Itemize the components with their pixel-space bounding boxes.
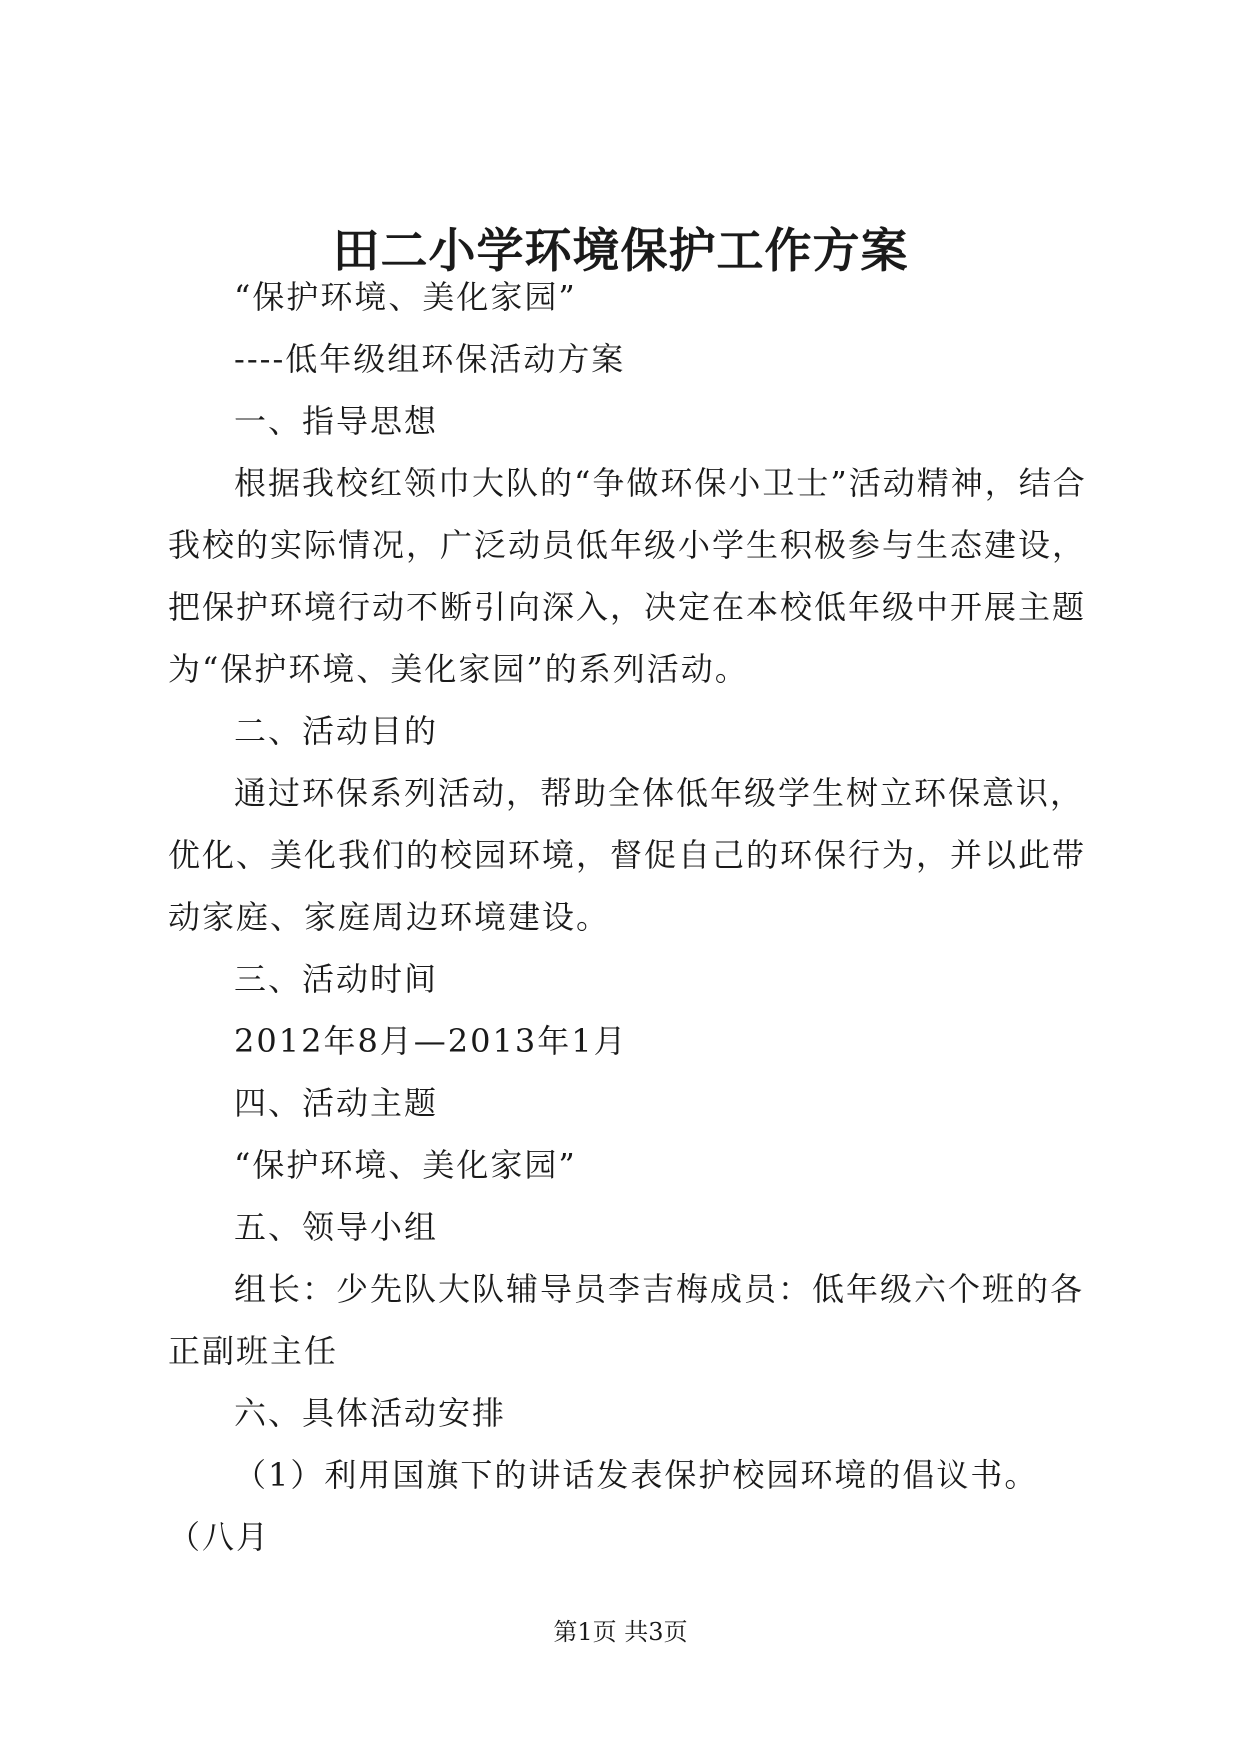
paragraph-purpose: 通过环保系列活动，帮助全体低年级学生树立环保意识，优化、美化我们的校园环境，督促自己的环保行为，并以此带动家庭、家庭周边环境建设。 bbox=[168, 774, 1087, 936]
paragraph-activity-1: （1）利用国旗下的讲话发表保护校园环境的倡议书。（八月 bbox=[168, 1456, 1039, 1556]
section-heading-time: 三、活动时间 bbox=[234, 960, 439, 998]
document-title: 田二小学环境保护工作方案 bbox=[332, 224, 909, 279]
page-footer: 第1页 共3页 bbox=[553, 1618, 688, 1646]
document-body bbox=[168, 266, 1088, 1568]
section-heading-purpose: 二、活动目的 bbox=[234, 712, 439, 750]
slogan-line: “保护环境、美化家园” bbox=[234, 278, 577, 316]
section-heading-leadership: 五、领导小组 bbox=[234, 1208, 439, 1246]
paragraph-leadership: 组长：少先队大队辅导员李吉梅成员：低年级六个班的各正副班主任 bbox=[168, 1270, 1085, 1370]
section-heading-activities: 六、具体活动安排 bbox=[234, 1394, 507, 1432]
paragraph-theme: “保护环境、美化家园” bbox=[234, 1146, 577, 1184]
section-heading-guiding-ideology: 一、指导思想 bbox=[234, 402, 439, 440]
paragraph-guiding-ideology: 根据我校红领巾大队的“争做环保小卫士”活动精神，结合我校的实际情况，广泛动员低年级小学生积极参与生态建设，把保护环境行动不断引向深入，决定在本校低年级中开展主题为“保护环境、美化家园”的系列活动。 bbox=[168, 464, 1087, 688]
section-heading-theme: 四、活动主题 bbox=[234, 1084, 439, 1122]
paragraph-time: 2012年8月—2013年1月 bbox=[234, 1022, 628, 1060]
subtitle-line: ----低年级组环保活动方案 bbox=[234, 340, 626, 378]
